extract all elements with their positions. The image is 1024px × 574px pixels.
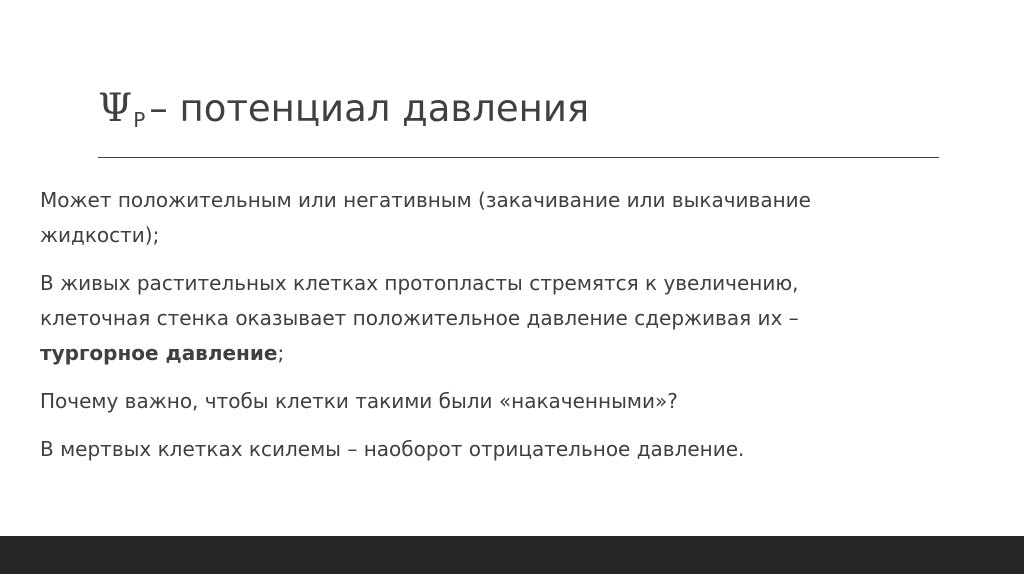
paragraph-turgor-line2: клеточная стенка оказывает положительное давление сдерживая их – (40, 306, 799, 330)
paragraph-sign-text: Может положительным или негативным (закачивание или выкачивание жидкости); (40, 188, 811, 247)
title-divider (98, 157, 939, 158)
turgor-pressure-term: тургорное давление (40, 341, 278, 365)
slide-body (40, 183, 920, 480)
title-text: – потенциал давления (149, 87, 590, 130)
paragraph-xylem (40, 432, 920, 467)
paragraph-question-text: Почему важно, чтобы клетки такими были «накаченными»? (40, 389, 678, 413)
paragraph-turgor (40, 266, 920, 371)
slide-title (98, 88, 589, 131)
paragraph-sign (40, 183, 920, 253)
paragraph-question (40, 384, 920, 419)
footer-bar (0, 536, 1024, 574)
psi-subscript: P (133, 108, 146, 132)
paragraph-xylem-text: В мертвых клетках ксилемы – наоборот отрицательное давление. (40, 437, 745, 461)
paragraph-turgor-end: ; (277, 341, 285, 365)
psi-symbol: Ψ (98, 86, 133, 131)
paragraph-turgor-line1: В живых растительных клетках протопласты стремятся к увеличению, (40, 271, 799, 295)
